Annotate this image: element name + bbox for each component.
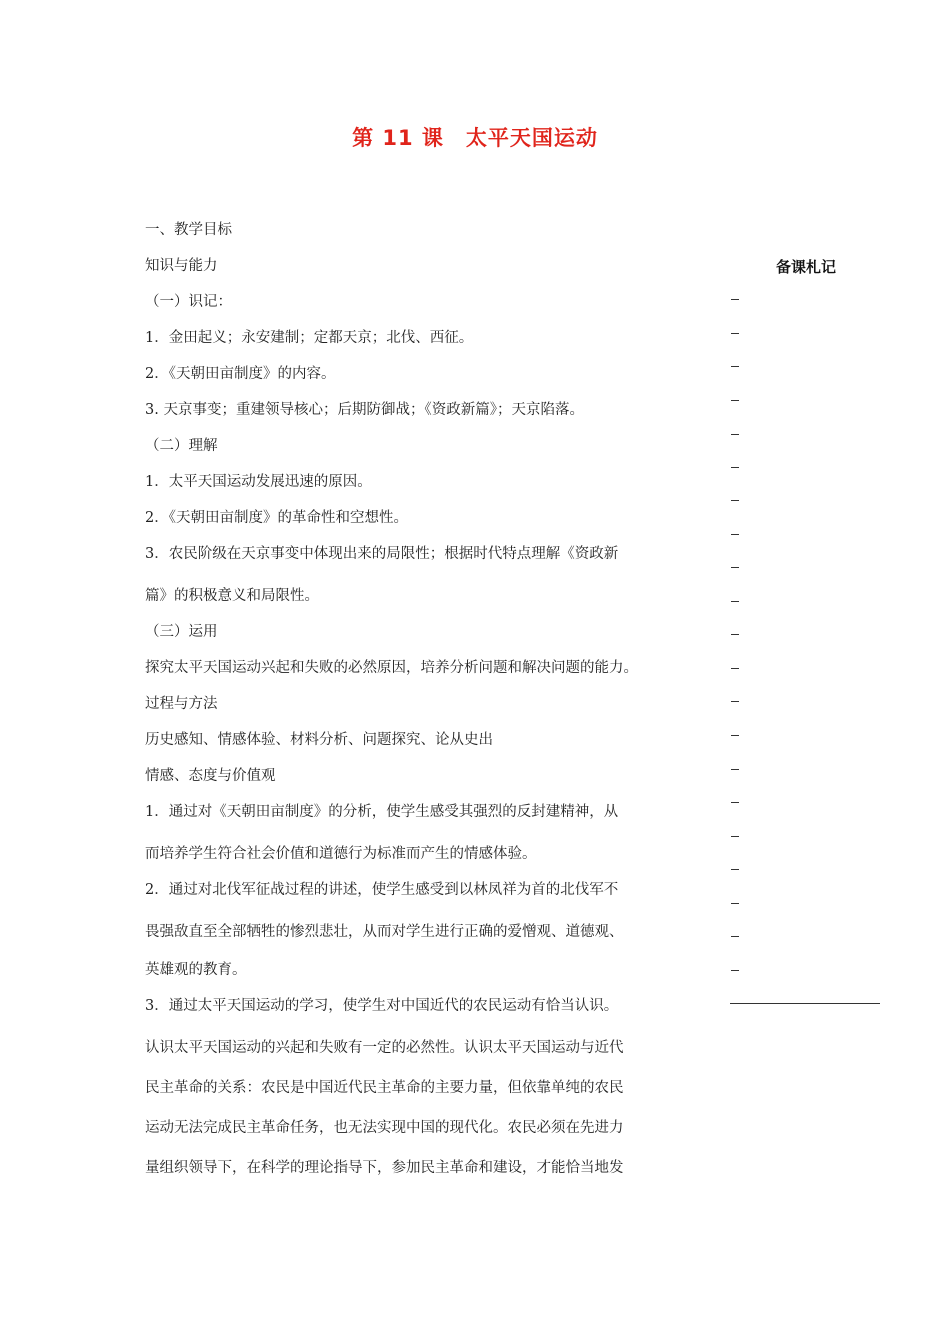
notes-dash	[731, 467, 739, 468]
text-line: 2．《天朝田亩制度》的内容。	[145, 366, 336, 382]
text-line: 一、教学目标	[145, 222, 232, 238]
notes-dash	[731, 769, 739, 770]
notes-dash	[731, 970, 739, 971]
text-line: 知识与能力	[145, 258, 218, 274]
notes-dash	[731, 601, 739, 602]
notes-dash	[731, 701, 739, 702]
text-line: 而培养学生符合社会价值和道德行为标准而产生的情感体验。	[145, 846, 537, 862]
text-line: 1．太平天国运动发展迅速的原因。	[145, 474, 372, 490]
notes-dash	[731, 668, 739, 669]
text-line: 民主革命的关系：农民是中国近代民主革命的主要力量，但依靠单纯的农民	[145, 1080, 624, 1096]
text-line: 1．通过对《天朝田亩制度》的分析，使学生感受其强烈的反封建精神，从	[145, 804, 619, 820]
notes-dash	[731, 400, 739, 401]
lesson-title: 第 11 课 太平天国运动	[352, 126, 598, 150]
notes-dash	[731, 534, 739, 535]
text-line: 3．农民阶级在天京事变中体现出来的局限性；根据时代特点理解《资政新	[145, 546, 619, 562]
notes-dash	[731, 802, 739, 803]
text-line: 2．通过对北伐军征战过程的讲述，使学生感受到以林凤祥为首的北伐军不	[145, 882, 619, 898]
notes-rule	[730, 1003, 880, 1004]
notes-dash	[731, 735, 739, 736]
text-line: 量组织领导下，在科学的理论指导下，参加民主革命和建设，才能恰当地发	[145, 1160, 624, 1176]
notes-dash	[731, 434, 739, 435]
text-line: 篇》的积极意义和局限性。	[145, 588, 319, 604]
notes-dash	[731, 500, 739, 501]
notes-dash	[731, 634, 739, 635]
text-line: 3．通过太平天国运动的学习，使学生对中国近代的农民运动有恰当认识。	[145, 998, 619, 1014]
notes-dash	[731, 333, 739, 334]
notes-dash	[731, 936, 739, 937]
text-line: （二）理解	[145, 438, 218, 454]
text-line: 3. 天京事变；重建领导核心；后期防御战；《资政新篇》；天京陷落。	[145, 402, 584, 418]
text-line: 认识太平天国运动的兴起和失败有一定的必然性。认识太平天国运动与近代	[145, 1040, 624, 1056]
text-line: （三）运用	[145, 624, 218, 640]
text-line: （一）识记：	[145, 294, 232, 310]
side-notes-label: 备课札记	[776, 258, 837, 276]
text-line: 畏强敌直至全部牺牲的惨烈悲壮，从而对学生进行正确的爱憎观、道德观、	[145, 924, 624, 940]
text-line: 过程与方法	[145, 696, 218, 712]
notes-dash	[731, 567, 739, 568]
text-line: 历史感知、情感体验、材料分析、问题探究、论从史出	[145, 732, 493, 748]
notes-dash	[731, 836, 739, 837]
notes-dash	[731, 869, 739, 870]
text-line: 2．《天朝田亩制度》的革命性和空想性。	[145, 510, 408, 526]
notes-dash	[731, 903, 739, 904]
text-line: 1．金田起义；永安建制；定都天京；北伐、西征。	[145, 330, 474, 346]
text-line: 运动无法完成民主革命任务，也无法实现中国的现代化。农民必须在先进力	[145, 1120, 624, 1136]
notes-dash	[731, 299, 739, 300]
text-line: 情感、态度与价值观	[145, 768, 276, 784]
text-line: 探究太平天国运动兴起和失败的必然原因，培养分析问题和解决问题的能力。	[145, 660, 638, 676]
text-line: 英雄观的教育。	[145, 962, 247, 978]
notes-dash	[731, 366, 739, 367]
